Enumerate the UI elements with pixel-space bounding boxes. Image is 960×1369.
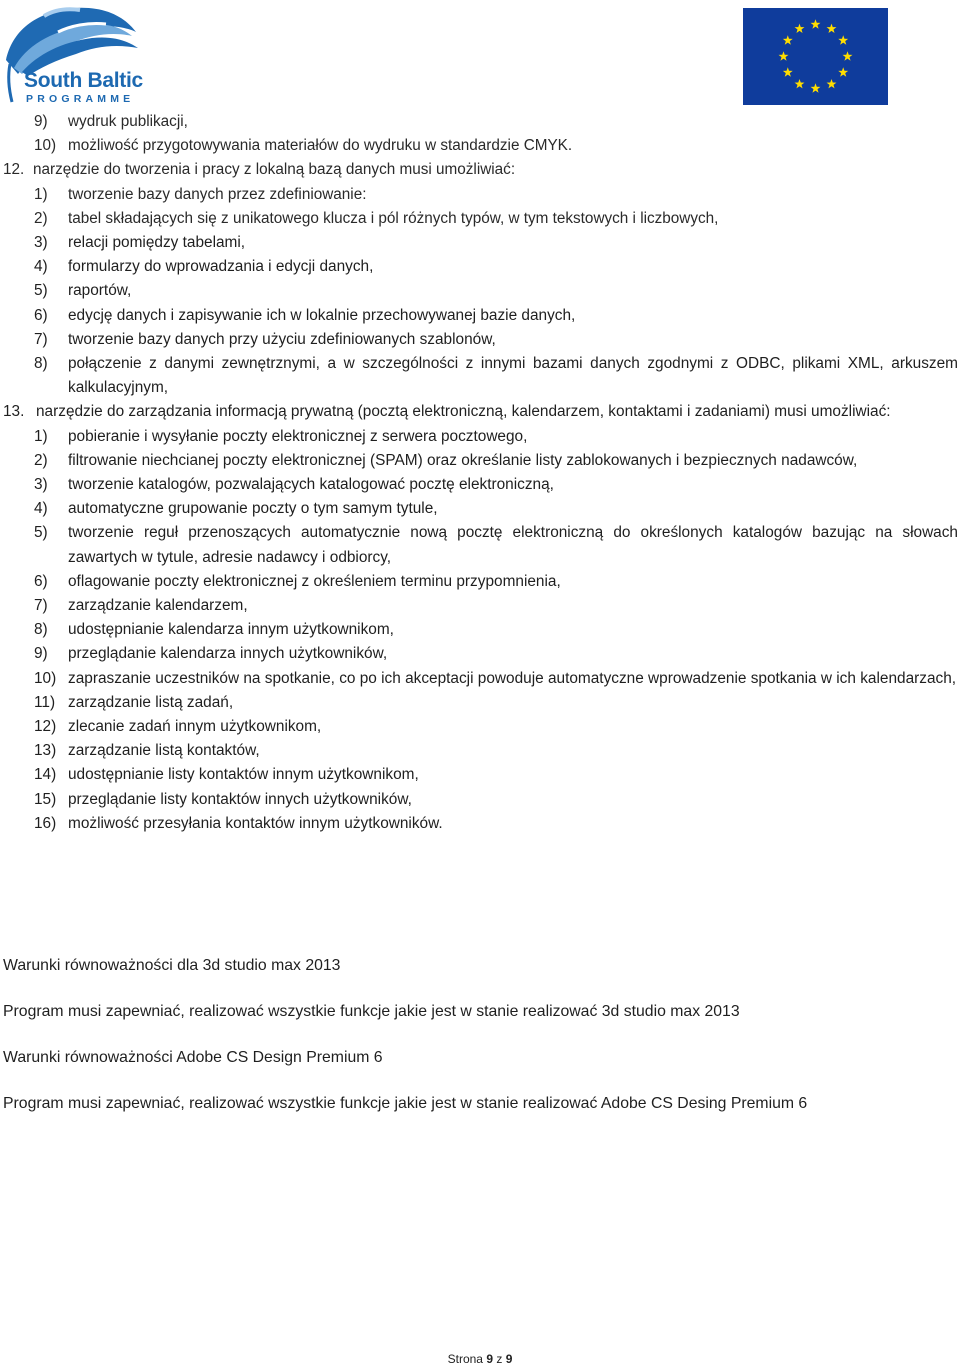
eu-star-icon	[827, 24, 837, 33]
eu-star-icon	[779, 51, 789, 60]
list-item-text: tworzenie bazy danych przy użyciu zdefiniowanych szablonów,	[68, 330, 496, 348]
list-item-text: wydruk publikacji,	[68, 113, 188, 130]
list-item	[0, 691, 960, 715]
list-item-number: 9)	[34, 113, 48, 130]
eu-stars-icon	[743, 8, 888, 105]
list-item	[0, 134, 960, 158]
section-12-list-a	[0, 183, 960, 231]
south-baltic-logo	[4, 2, 154, 106]
list-item-text: możliwość przesyłania kontaktów innym użytkowników.	[68, 814, 443, 832]
list-item	[0, 618, 960, 642]
footer-page: 9	[486, 1352, 493, 1366]
eu-star-icon	[838, 35, 848, 44]
list-item-text: połączenie z danymi zewnętrznymi, a w szczególności z innymi bazami danych zgodnymi z ODBC, plikami XML, arkuszem kalkulacyjnym,	[68, 355, 958, 397]
section-text: narzędzie do tworzenia i pracy z lokalną bazą danych musi umożliwiać:	[33, 161, 516, 179]
list-item-text: przeglądanie kalendarza innych użytkowników,	[68, 645, 388, 663]
eu-star-icon	[795, 79, 805, 88]
list-item	[0, 594, 960, 618]
footer-total: 9	[505, 1352, 513, 1366]
paragraph: Warunki równoważności dla 3d studio max 2013	[3, 957, 341, 974]
paragraph: Warunki równoważności Adobe CS Design Premium 6	[3, 1049, 383, 1066]
eu-star-icon	[827, 79, 837, 88]
list-item-text: relacji pomiędzy tabelami,	[68, 234, 246, 252]
list-item-text: edycję danych i zapisywanie ich w lokalnie przechowywanej bazie danych,	[68, 306, 576, 324]
list-item	[0, 570, 960, 594]
list-item-text: udostępnianie kalendarza innym użytkownikom,	[68, 621, 394, 639]
list-item	[0, 642, 960, 666]
list-item-number: 5)	[34, 282, 48, 300]
list-item-text: automatyczne grupowanie poczty o tym samym tytule,	[68, 500, 438, 518]
list-item	[0, 449, 960, 473]
item-list-top	[0, 110, 960, 158]
list-item-number: 8)	[34, 355, 48, 373]
list-item-text: pobieranie i wysyłanie poczty elektronicznej z serwera pocztowego,	[68, 427, 528, 445]
list-item-number: 4)	[34, 500, 48, 518]
list-item-text: oflagowanie poczty elektronicznej z określeniem terminu przypomnienia,	[68, 572, 561, 590]
list-item	[0, 231, 960, 255]
section-12	[0, 158, 960, 182]
eu-flag	[743, 8, 888, 105]
list-item-text: tworzenie bazy danych przez zdefiniowanie:	[68, 185, 367, 203]
list-item-text: zarządzanie listą zadań,	[68, 693, 234, 711]
list-item-text: filtrowanie niechcianej poczty elektronicznej (SPAM) oraz określanie listy zablokowanych i bezpiecznych nadawców,	[68, 451, 858, 469]
list-item-text: formularzy do wprowadzania i edycji danych,	[68, 258, 374, 276]
list-item	[0, 521, 960, 569]
list-item-text: tworzenie reguł przenoszących automatycznie nową pocztę elektroniczną do określonych katalogów bazując na słowach zawartych w tytule, adresie nadawcy i odbiorcy,	[68, 524, 958, 566]
list-item-number: 12)	[34, 718, 57, 736]
eu-star-icon	[795, 24, 805, 33]
list-item-text: raportów,	[68, 282, 132, 300]
list-item-text: możliwość przygotowywania materiałów do wydruku w standardzie CMYK.	[68, 137, 573, 155]
logo-name: South Baltic	[24, 69, 143, 92]
list-item-number: 6)	[34, 306, 48, 324]
list-item	[0, 279, 960, 303]
eu-star-icon	[783, 35, 793, 44]
page-footer	[0, 1352, 960, 1366]
list-item-number: 10)	[34, 137, 57, 155]
list-item	[0, 110, 960, 134]
eu-star-icon	[843, 51, 853, 60]
list-item-number: 6)	[34, 572, 48, 590]
eu-star-icon	[811, 83, 821, 92]
document-body	[0, 110, 960, 836]
list-item-number: 9)	[34, 645, 48, 663]
list-item-number: 5)	[34, 524, 48, 542]
page-header	[0, 0, 960, 110]
list-item-number: 16)	[34, 814, 57, 832]
list-item-number: 3)	[34, 234, 48, 252]
list-item	[0, 352, 960, 400]
list-item-number: 4)	[34, 258, 48, 276]
section-number: 12.	[3, 161, 25, 179]
list-item	[0, 328, 960, 352]
list-item	[0, 715, 960, 739]
paragraph: Program musi zapewniać, realizować wszystkie funkcje jakie jest w stanie realizować Adobe CS Desing Premium 6	[3, 1095, 808, 1112]
eu-star-icon	[838, 67, 848, 76]
paragraph: Program musi zapewniać, realizować wszystkie funkcje jakie jest w stanie realizować 3d studio max 2013	[3, 1003, 740, 1020]
list-item	[0, 739, 960, 763]
list-item-text: zarządzanie kalendarzem,	[68, 597, 248, 615]
list-item-number: 15)	[34, 790, 57, 808]
list-item-number: 8)	[34, 621, 48, 639]
section-number: 13.	[3, 403, 25, 421]
list-item	[0, 812, 960, 836]
eu-star-icon	[811, 19, 821, 28]
list-item-text: tworzenie katalogów, pozwalających katalogować pocztę elektroniczną,	[68, 476, 554, 494]
section-13	[0, 400, 960, 424]
footer-prefix: Strona	[447, 1352, 483, 1366]
list-item	[0, 763, 960, 787]
list-item	[0, 788, 960, 812]
section-text	[3, 400, 960, 424]
list-item-number: 1)	[34, 427, 48, 445]
list-item-number: 2)	[34, 451, 48, 469]
list-item-text: tabel składających się z unikatowego klucza i pól różnych typów, w tym tekstowych i liczbowych,	[68, 209, 719, 227]
list-item-text: udostępnianie listy kontaktów innym użytkownikom,	[68, 766, 419, 784]
list-item-number: 11)	[34, 693, 56, 711]
list-item-text: zlecanie zadań innym użytkownikom,	[68, 718, 322, 736]
section-12-list-b	[0, 231, 960, 400]
section-13-list	[0, 425, 960, 836]
eu-star-icon	[783, 67, 793, 76]
list-item	[0, 425, 960, 449]
list-item-number: 3)	[34, 476, 48, 494]
list-item-text: zarządzanie listą kontaktów,	[68, 742, 260, 760]
list-item-number: 14)	[34, 766, 57, 784]
footer-sep: z	[496, 1352, 503, 1366]
list-item-number: 7)	[34, 597, 48, 615]
list-item-number: 13)	[34, 742, 57, 760]
list-item-number: 10)	[34, 669, 57, 687]
logo-subtitle: PROGRAMME	[26, 93, 135, 105]
list-item-number: 2)	[34, 209, 48, 227]
list-item	[0, 473, 960, 497]
list-item-number: 1)	[34, 185, 48, 203]
list-item	[0, 497, 960, 521]
list-item	[0, 183, 960, 207]
list-item	[0, 207, 960, 231]
list-item	[0, 255, 960, 279]
list-item-text: zapraszanie uczestników na spotkanie, co po ich akceptacji powoduje automatyczne wprowadzenie spotkania w ich kalendarzach,	[68, 669, 957, 687]
list-item-text: przeglądanie listy kontaktów innych użytkowników,	[68, 790, 412, 808]
section-13-text: narzędzie do zarządzania informacją prywatną (pocztą elektroniczną, kalendarzem, kontaktami i zadaniami) musi umożliwiać:	[36, 403, 891, 421]
list-item	[0, 304, 960, 328]
list-item-number: 7)	[34, 330, 48, 348]
list-item	[0, 667, 960, 691]
